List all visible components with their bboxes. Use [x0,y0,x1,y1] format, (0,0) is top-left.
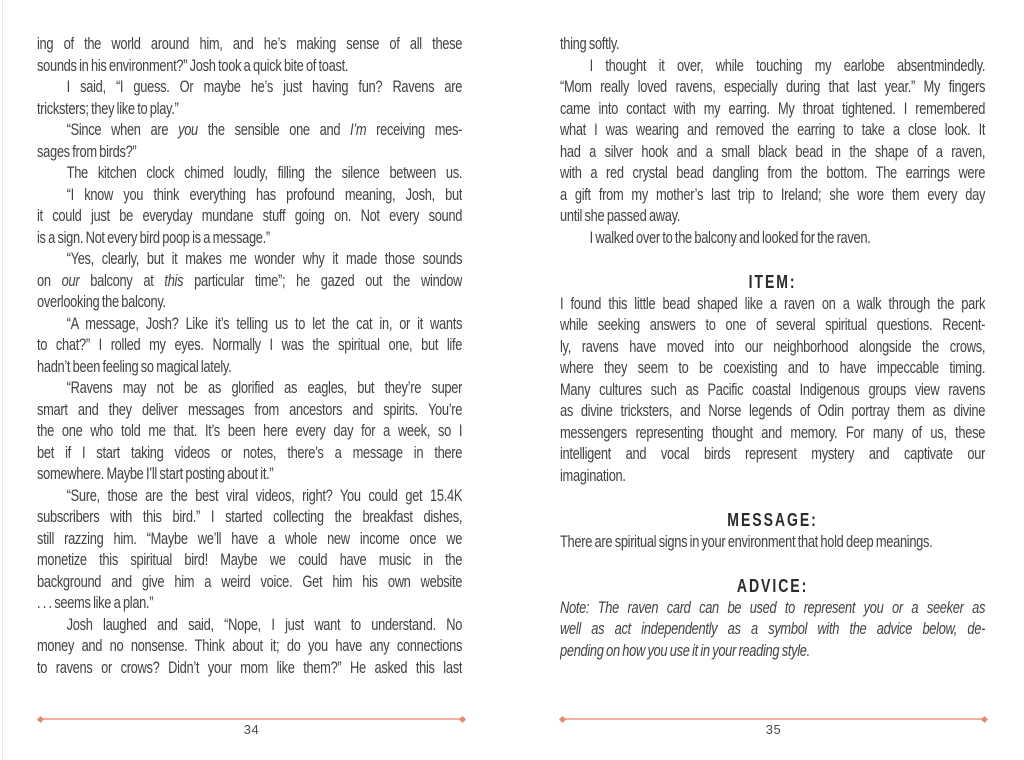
text-line: it could just be everyday mundane stuff going on. Not every sound [37,207,463,225]
text-line: with a red crystal bead dangling from the bottom. The earrings were [560,164,986,182]
text-line: imagination. [560,466,626,485]
text-line: There are spiritual signs in your environment that hold deep meanings. [560,532,933,551]
text-line: “Sure, those are the best viral videos, right? You could get 15.4K [66,486,463,505]
text-line: tricksters; they like to play.” [37,99,179,118]
text-line: sounds in his environment?” Josh took a quick bite of toast. [37,56,349,75]
text-line: what I was wearing and removed the earring to take a close look. It [560,121,986,139]
text-line: “A message, Josh? Like it’s telling us to let the cat in, or it wants [66,314,463,333]
text-line: sages from birds?” [37,142,137,161]
text-line: until she passed away. [560,207,681,225]
text-line: I said, “I guess. Or maybe he’s just having fun? Ravens are [66,78,463,96]
text-line: pending on how you use it in your reading style. [560,641,810,660]
page-34-text-column [37,0,462,679]
text-line: money and no nonsense. Think about it; do you have any connections [37,637,463,655]
page-35 [512,0,1024,760]
text-line: on our balcony at this particular time”; he gazed out the window [37,271,463,290]
text-line: as divine tricksters, and Norse legends of Odin portray them as divine [560,402,986,420]
item-heading: ITEM: [748,272,797,292]
text-line: The kitchen clock chimed loudly, filling the silence between us. [66,164,463,182]
text-line: still razzing him. “Maybe we’ll have a whole new income once we [37,529,463,548]
text-line: I thought it over, while touching my earlobe absentmindedly. [589,56,986,75]
text-line: “Yes, clearly, but it makes me wonder why it made those sounds [66,250,463,268]
text-line: Josh laughed and said, “Nope, I just want to understand. No [66,615,463,634]
text-line: intelligent and vocal birds represent mystery and captivate our [560,445,986,463]
text-line: somewhere. Maybe I’ll start posting about it.” [37,465,274,483]
text-line: I found this little bead shaped like a raven on a walk through the park [560,294,986,313]
text-line: is a sign. Not every bird poop is a message.” [37,228,270,247]
text-line: Many cultures such as Pacific coastal Indigenous groups view ravens [560,380,986,399]
text-line: overlooking the balcony. [37,293,166,311]
advice-heading: ADVICE: [736,576,809,596]
text-line: “I know you think everything has profound meaning, Josh, but [66,185,463,204]
text-line: messengers representing thought and memory. For many of us, these [560,423,986,442]
text-line: had a silver hook and a small black bead in the shape of a raven, [560,142,986,161]
message-heading: MESSAGE: [727,510,818,530]
text-line: thing softly. [560,35,620,53]
text-line: the one who told me that. It’s been here every day for a week, so I [37,422,463,440]
text-line: came into contact with my earring. My throat tightened. I remembered [560,99,986,118]
text-line: “Mom really loved ravens, especially during that last year.” My fingers [560,78,986,96]
text-line: while seeking answers to one of several spiritual questions. Recent- [560,316,986,334]
text-line: well as act independently as a symbol with the advice below, de- [560,620,986,638]
text-line: . . . seems like a plan.” [37,594,154,612]
text-line: I walked over to the balcony and looked for the raven. [589,228,871,247]
footer-rule [562,718,985,720]
text-line: ing of the world around him, and he’s making sense of all these [37,35,463,53]
text-line: subscribers with this bird.” I started collecting the breakfast dishes, [37,508,463,526]
text-line: “Ravens may not be as glorified as eagles, but they’re super [66,379,463,397]
text-line: background and give him a weird voice. Get him his own website [37,572,463,591]
text-line: hadn’t been feeling so magical lately. [37,357,232,376]
text-line: to chat?” I rolled my eyes. Normally I was the spiritual one, but life [37,336,463,354]
text-line: ly, ravens have moved into our neighborhood alongside the crows, [560,337,986,356]
text-line: “Since when are you the sensible one and I’m receiving mes- [66,121,463,139]
page-number: 35 [765,722,782,737]
text-line: bet if I start taking videos or notes, there’s a message in there [37,443,463,462]
text-line: where they seem to be coexisting and to have impeccable timing. [560,359,986,377]
text-line: a gift from my mother’s last trip to Ireland; she wore them every day [560,185,986,204]
text-line: monetize this spiritual bird! Maybe we could have music in the [37,551,463,569]
page-35-text-column [560,0,985,662]
text-line: to ravens or crows? Didn’t your mom like them?” He asked this last [37,658,463,677]
text-line: smart and they deliver messages from ancestors and spirits. You’re [37,400,463,419]
footer-rule [40,718,463,720]
text-line: Note: The raven card can be used to represent you or a seeker as [560,598,986,617]
page-number: 34 [243,722,260,737]
